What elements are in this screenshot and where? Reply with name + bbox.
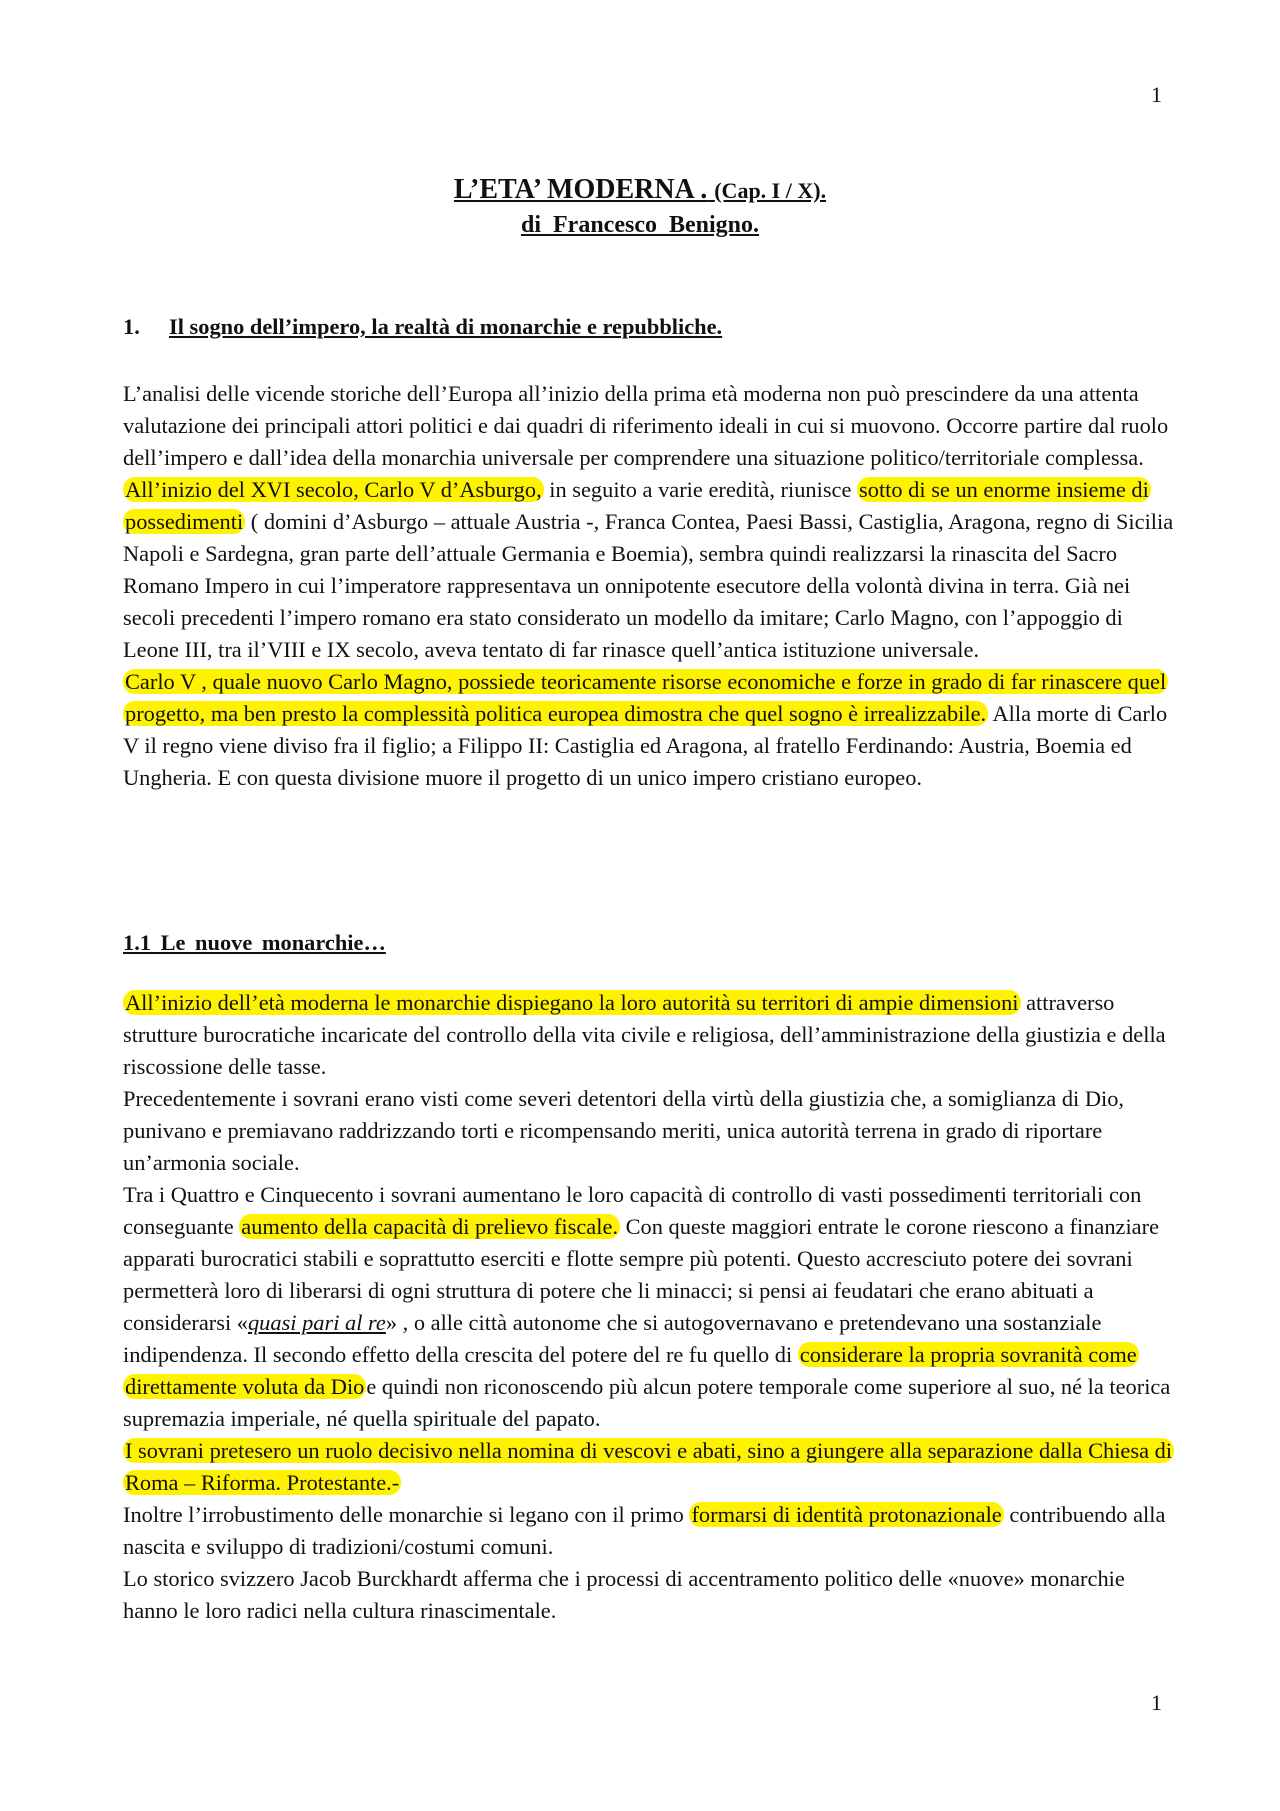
section-1-1-heading: 1.1 Le nuove monarchie… [123, 930, 386, 955]
text: in seguito a varie eredità, riunisce [543, 477, 858, 502]
section-1-1-body [123, 987, 1183, 1627]
paragraph [123, 1499, 1183, 1563]
title-block [0, 172, 1280, 241]
text: contribuendo alla nascita e sviluppo di tradizioni/costumi comuni. [123, 1502, 1166, 1559]
document-author: di Francesco Benigno. [521, 212, 759, 238]
document-title [0, 172, 1280, 209]
page-number-bottom: 1 [1151, 1690, 1162, 1715]
highlight: considerare la propria sovranità come direttamente voluta da Dio [125, 1342, 1137, 1399]
highlight: aumento della capacità di prelievo fiscale. [241, 1214, 618, 1239]
text: » , o alle città autonome che si autogovernavano e pretendevano una sostanziale indipendenza. Il secondo effetto della crescita del potere del re fu quello di [123, 1310, 1102, 1367]
paragraph [123, 666, 1183, 794]
paragraph: L’analisi delle vicende storiche dell’Europa all’inizio della prima età moderna non può prescindere da una attenta valutazione dei principali attori politici e dai quadri di riferimento ideali in cui si muovono. Occorre partire dal ruolo dell’impero e dall’idea della monarchia universale per comprendere una situazione politico/territoriale complessa. [123, 381, 1169, 470]
paragraph: Lo storico svizzero Jacob Burckhardt afferma che i processi di accentramento politico delle «nuove» monarchie hanno le loro radici nella cultura rinascimentale. [123, 1566, 1125, 1623]
highlight: Carlo V , quale nuovo Carlo Magno, possiede teoricamente risorse economiche e forze in grado di far rinascere quel progetto, ma ben presto la complessità politica europea dimostra che quel sogno è irrealizzabile. [125, 669, 1167, 726]
text: Tra i Quattro e Cinquecento i sovrani aumentano le loro capacità di controllo di vasti possedimenti territoriali con conseguante [123, 1182, 1142, 1239]
page-number-top: 1 [1151, 82, 1162, 107]
section-1-title: Il sogno dell’impero, la realtà di monarchie e repubbliche. [169, 314, 723, 339]
section-1-heading [123, 314, 722, 340]
section-1-body [123, 378, 1183, 794]
paragraph [123, 1435, 1183, 1499]
text: attraverso strutture burocratiche incaricate del controllo della vita civile e religiosa, dell’amministrazione della giustizia e della riscossione delle tasse. [123, 990, 1166, 1079]
highlight: formarsi di identità protonazionale [691, 1502, 1002, 1527]
highlight: All’inizio del XVI secolo, Carlo V d’Asburgo, [125, 477, 542, 502]
title-chapters: (Cap. I / X). [714, 178, 827, 203]
paragraph [123, 474, 1183, 666]
highlight: sotto di se un enorme insieme di possedimenti [125, 477, 1149, 534]
section-1-number: 1. [123, 314, 140, 339]
highlight: I sovrani pretesero un ruolo decisivo nella nomina di vescovi e abati, sino a giungere alla separazione dalla Chiesa di Roma – Riforma. Protestante.- [125, 1438, 1173, 1495]
title-main: L’ETA’ MODERNA . [453, 174, 708, 205]
paragraph [123, 1179, 1183, 1435]
paragraph [123, 987, 1183, 1083]
text: Inoltre l’irrobustimento delle monarchie si legano con il primo [123, 1502, 690, 1527]
paragraph: Precedentemente i sovrani erano visti come severi detentori della virtù della giustizia che, a somiglianza di Dio, punivano e premiavano raddrizzando torti e ricompensando meriti, unica autorità terrena in grado di riportare un’armonia sociale. [123, 1086, 1125, 1175]
text: ( domini d’Asburgo – attuale Austria -, Franca Contea, Paesi Bassi, Castiglia, Aragona, regno di Sicilia Napoli e Sardegna, gran parte dell’attuale Germania e Boemia), sembra quindi realizzarsi la rinascita del Sacro Romano Impero in cui l’imperatore rappresentava un onnipotente esecutore della volontà divina in terra. Già nei secoli precedenti l’impero romano era stato considerato un modello da imitare; Carlo Magno, con l’appoggio di Leone III, tra il’VIII e IX secolo, aveva tentato di far rinasce quell’antica istituzione universale. [123, 509, 1174, 662]
text: Con queste maggiori entrate le corone riescono a finanziare apparati burocratici stabili e soprattutto eserciti e flotte sempre più potenti. Questo accresciuto potere dei sovrani permetterà loro di liberarsi di ogni struttura di potere che li minacci; si pensi ai feudatari che erano abituati a considerarsi « [123, 1214, 1160, 1335]
text: Alla morte di Carlo V il regno viene diviso fra il figlio; a Filippo II: Castiglia ed Aragona, al fratello Ferdinando: Austria, Boemia ed Ungheria. E con questa divisione muore il progetto di un unico impero cristiano europeo. [123, 701, 1168, 790]
quote: quasi pari al re [247, 1310, 386, 1335]
highlight: All’inizio dell’età moderna le monarchie dispiegano la loro autorità su territori di ampie dimensioni [125, 990, 1019, 1015]
text: e quindi non riconoscendo più alcun potere temporale come superiore al suo, né la teorica supremazia imperiale, né quella spirituale del papato. [123, 1374, 1171, 1431]
